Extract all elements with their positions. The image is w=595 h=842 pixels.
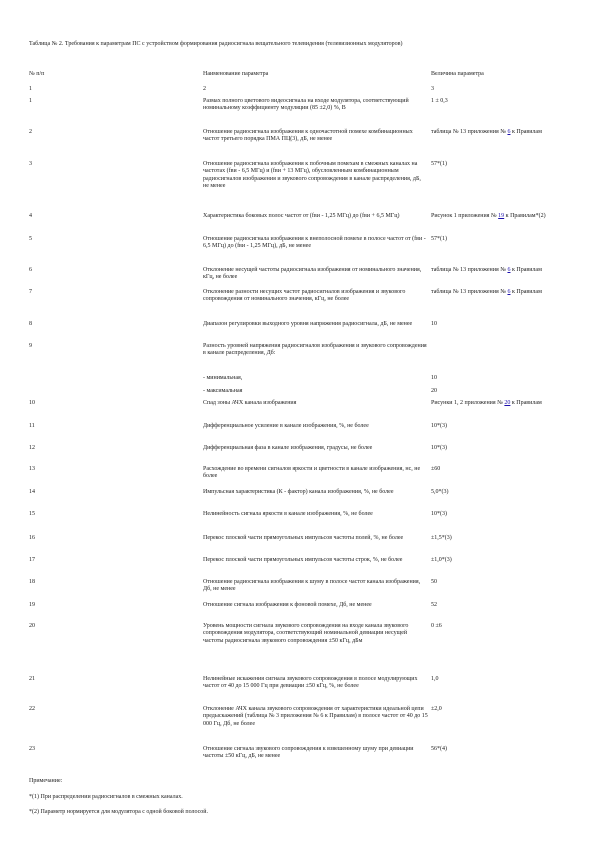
row-number: 14 [29, 489, 35, 495]
row-number: 16 [29, 535, 35, 541]
row-number: 23 [29, 746, 35, 752]
row-value: 52 [431, 602, 437, 608]
appendix-link[interactable]: 6 [507, 267, 511, 273]
row-value: 10 [431, 321, 437, 327]
row-parameter: Отношение радиосигнала изображения к внеполосной помехе в полосе частот от (fви - 6,5 МГц) до (fви - 1,25 МГц), дБ, не менее [203, 236, 426, 250]
row-value: ±1,0*(3) [431, 557, 452, 563]
row-parameter: Нелинейность сигнала яркости в канале изображения, %, не более [203, 511, 373, 517]
notes-title: Примечание: [29, 778, 63, 784]
row-parameter: Перекос плоской части прямоугольных импульсов частоты полей, %, не более [203, 535, 404, 541]
column-header-parameter: Наименование параметра [203, 71, 269, 77]
row-parameter: Отклонение АЧХ канала звукового сопровождения от характеристики идеальной цепи предыскажений (таблица № 3 приложения № 6 к Правилам) в полосе частот от 40 до 15 000 Гц, Дб, не более [203, 706, 428, 727]
row-number: 20 [29, 623, 35, 629]
value-text: Рисунок 1 приложения № [431, 213, 499, 219]
value-suffix: к Правилам*(2) [504, 213, 546, 219]
appendix-link[interactable]: 6 [507, 129, 511, 135]
row-parameter: Отклонение разности несущих частот радиосигналов изображения и звукового сопровождения от номинального значения, кГц, не более [203, 289, 406, 303]
column-header-number: № п/п [29, 71, 45, 77]
row-value: 57*(1) [431, 161, 447, 167]
value-text: Рисунки 1, 2 приложения № [431, 400, 505, 406]
row-parameter: Расхождение во времени сигналов яркости и цветности в канале изображения, нс, не более [203, 466, 421, 480]
row-number: 9 [29, 343, 32, 349]
row-value: 57*(1) [431, 236, 447, 242]
row-parameter: Перекос плоской части прямоугольных импульсов частоты строк, %, не более [203, 557, 403, 563]
row-number: 21 [29, 676, 35, 682]
row-number: 7 [29, 289, 32, 295]
row-parameter: - минимальная, [203, 375, 243, 381]
row-parameter: Отклонение несущей частоты радиосигнала изображения от номинального значения, кГц, не более [203, 267, 422, 281]
row-number: 8 [29, 321, 32, 327]
row-value: 20 [431, 388, 437, 394]
row-number: 11 [29, 423, 35, 429]
row-value: 10 [431, 375, 437, 381]
row-number: 2 [29, 129, 32, 135]
row-value: 10*(3) [431, 423, 447, 429]
row-parameter: Отношение радиосигнала изображения к побочным помехам в смежных каналах на частотах (fви - 6,5 МГц) и (fви + 13 МГц), обусловленным комбинационным радиосигналов изображения и звукового сопровождения в канале распределения, дБ, не менее [203, 161, 421, 190]
row-parameter: Нелинейные искажения сигнала звукового сопровождения в полосе модулирующих частот от 40 до 15 000 Гц при девиации ±50 кГц, %, не более [203, 676, 418, 690]
row-number: 10 [29, 400, 35, 406]
index-cell-1: 1 [29, 86, 32, 92]
row-parameter: Характеристика боковых полос частот от (fви - 1,25 МГц) до (fви + 6,5 МГц) [203, 213, 400, 219]
value-suffix: к Правилам [510, 289, 542, 295]
column-header-value: Величина параметра [431, 71, 484, 77]
value-text: таблица № 13 приложения № [431, 267, 508, 273]
row-parameter: Диапазон регулировки выходного уровня напряжения радиосигнала, дБ, не менее [203, 321, 413, 327]
row-parameter: Уровень мощности сигнала звукового сопровождения на входе канала звукового сопровождения модулятора, соответствующий номинальной девиации несущей частоты радиосигнала звукового сопровождения ±50 кГц, дБм [203, 623, 409, 644]
row-value: 56*(4) [431, 746, 447, 752]
value-suffix: к Правилам [510, 267, 542, 273]
row-value [431, 267, 571, 274]
row-parameter: Отношение радиосигнала изображения к одночастотной помехе комбинационных частот третьего порядка ПМА ПЦ(3), дБ, не менее [203, 129, 413, 143]
row-number: 17 [29, 557, 35, 563]
row-number: 19 [29, 602, 35, 608]
row-number: 18 [29, 579, 35, 585]
row-value: 1 ± 0,3 [431, 98, 448, 104]
row-value: 0 ±6 [431, 623, 442, 629]
row-value: 50 [431, 579, 437, 585]
value-suffix: к Правилам [510, 400, 542, 406]
index-cell-2: 2 [203, 86, 206, 92]
row-number: 1 [29, 98, 32, 104]
row-value [431, 213, 571, 220]
value-text: таблица № 13 приложения № [431, 289, 508, 295]
row-value [431, 400, 571, 407]
row-value: 5,0*(3) [431, 489, 449, 495]
row-number: 15 [29, 511, 35, 517]
value-suffix: к Правилам [510, 129, 542, 135]
row-parameter: Отношение сигнала изображения к фоновой помехе, Дб, не менее [203, 602, 372, 608]
index-cell-3: 3 [431, 86, 434, 92]
row-value: 10*(3) [431, 445, 447, 451]
value-text: таблица № 13 приложения № [431, 129, 508, 135]
row-value: 1,0 [431, 676, 439, 682]
row-parameter: Дифференциальное усиление в канале изображения, %, не более [203, 423, 369, 429]
row-number: 3 [29, 161, 32, 167]
table-title: Таблица № 2. Требования к параметрам ПС с устройством формирования радиосигнала вещательного телевидения (телевизионных модуляторов) [29, 41, 403, 47]
row-parameter: Отношение сигнала звукового сопровождения к взвешенному шуму при девиации частоты ±50 кГц, дБ, не менее [203, 746, 414, 760]
appendix-link[interactable]: 20 [504, 400, 511, 406]
row-value [431, 289, 571, 296]
row-number: 5 [29, 236, 32, 242]
row-parameter: - максимальная [203, 388, 243, 394]
row-value [431, 129, 571, 136]
appendix-link[interactable]: 6 [507, 289, 511, 295]
row-parameter: Отношение радиосигнала изображения к шуму в полосе частот канала изображения, Дб, не менее [203, 579, 421, 593]
row-parameter: Разность уровней напряжения радиосигналов изображения и звукового сопровождения в канале распределения, Дб: [203, 343, 427, 357]
row-number: 12 [29, 445, 35, 451]
row-value: ±60 [431, 466, 441, 472]
note-1: *(1) При распределении радиосигналов в смежных каналах. [29, 794, 183, 800]
row-parameter: Спад зоны АЧХ канала изображения [203, 400, 297, 406]
row-parameter: Дифференциальная фаза в канале изображения, градусы, не более [203, 445, 373, 451]
row-number: 6 [29, 267, 32, 273]
row-parameter: Размах полного цветового видеосигнала на входе модулятора, соответствующий номинальному коэффициенту модуляции (85 ±2,0) %, В [203, 98, 409, 112]
row-number: 22 [29, 706, 35, 712]
row-number: 4 [29, 213, 32, 219]
row-number: 13 [29, 466, 35, 472]
note-2: *(2) Параметр нормируется для модулятора с одной боковой полосой. [29, 809, 209, 815]
row-value: ±1,5*(3) [431, 535, 452, 541]
row-value: 10*(3) [431, 511, 447, 517]
row-value: ±2,0 [431, 706, 442, 712]
row-parameter: Импульсная характеристика (К - фактор) канала изображения, %, не более [203, 489, 394, 495]
appendix-link[interactable]: 19 [498, 213, 505, 219]
